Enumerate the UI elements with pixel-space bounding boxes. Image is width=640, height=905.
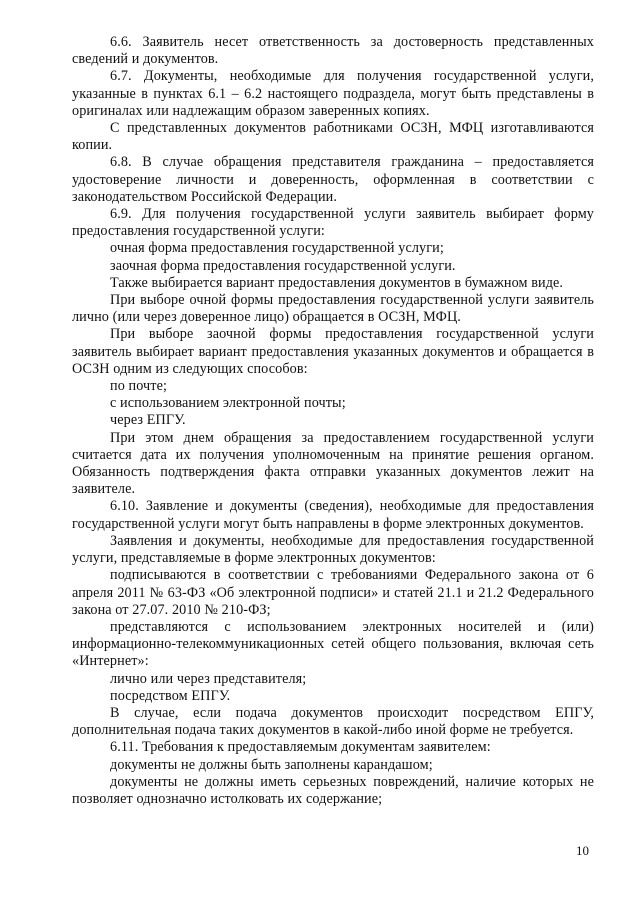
paragraph-6-8: 6.8. В случае обращения представителя гражданина – предоставляется удостоверение личности и доверенность, оформленная в соответствии с законодательством Российской Федерации. xyxy=(72,154,594,205)
paragraph-6-9: 6.9. Для получения государственной услуги заявитель выбирает форму предоставления государственной услуги: xyxy=(72,206,594,240)
paragraph-6-6: 6.6. Заявитель несет ответственность за достоверность представленных сведений и документов. xyxy=(72,34,594,68)
list-item-no-damage: документы не должны иметь серьезных повреждений, наличие которых не позволяет однозначно истолковать их содержание; xyxy=(72,773,594,807)
list-item-via-epgu: через ЕПГУ. xyxy=(110,412,186,429)
paragraph-remote-choice: При выборе заочной формы предоставления государственной услуги заявитель выбирает вариант предоставления указанных документов и обращается в ОСЗН одним из следующих способов: xyxy=(72,326,594,377)
paragraph-in-person-choice: При выборе очной формы предоставления государственной услуги заявитель лично (или через доверенное лицо) обращается в ОСЗН, МФЦ. xyxy=(72,292,594,326)
paragraph-epgu-note: В случае, если подача документов происходит посредством ЕПГУ, дополнительная подача таких документов в какой-либо иной форме не требуется. xyxy=(72,704,594,739)
document-body xyxy=(72,34,594,808)
paragraph-6-7: 6.7. Документы, необходимые для получения государственной услуги, указанные в пунктах 6.1 – 6.2 настоящего подраздела, могут быть представлены в оригиналах или надлежащим образом заверенных копиях. xyxy=(72,68,594,119)
list-item-in-person-or-representative: лично или через представителя; xyxy=(110,670,307,687)
paragraph-6-10: 6.10. Заявление и документы (сведения), необходимые для предоставления государственной услуги могут быть направлены в форме электронных документов. xyxy=(72,498,594,532)
page-number: 10 xyxy=(576,843,589,858)
paragraph-application-date: При этом днем обращения за предоставлением государственной услуги считается дата их получения уполномоченным на принятие решения органом. Обязанность подтверждения факта отправки указанных документов лежит на заявителе. xyxy=(72,429,594,498)
paragraph-copies: С представленных документов работниками ОСЗН, МФЦ изготавливаются копии. xyxy=(72,120,594,154)
list-item-by-mail: по почте; xyxy=(110,378,168,395)
list-item-through-epgu: посредством ЕПГУ. xyxy=(110,687,231,704)
list-item-by-email: с использованием электронной почты; xyxy=(110,395,346,412)
list-item-signed: подписываются в соответствии с требованиями Федерального закона от 6 апреля 2011 № 63-ФЗ «Об электронной подписи» и статей 21.1 и 21.2 Федерального закона от 27.07. 2010 № 210-ФЗ; xyxy=(72,567,594,618)
list-item-remote-form: заочная форма предоставления государственной услуги. xyxy=(110,257,456,274)
list-item-submitted: представляются с использованием электронных носителей и (или) информационно-телекоммуникационных сетей общего пользования, включая сеть «Интернет»: xyxy=(72,618,594,670)
paragraph-paper-variant: Также выбирается вариант предоставления документов в бумажном виде. xyxy=(110,274,564,291)
list-item-no-pencil: документы не должны быть заполнены карандашом; xyxy=(110,756,433,773)
paragraph-electronic-docs: Заявления и документы, необходимые для предоставления государственной услуги, представляемые в форме электронных документов: xyxy=(72,532,594,567)
list-item-in-person-form: очная форма предоставления государственной услуги; xyxy=(110,240,444,257)
paragraph-6-11: 6.11. Требования к предоставляемым документам заявителем: xyxy=(110,739,491,756)
